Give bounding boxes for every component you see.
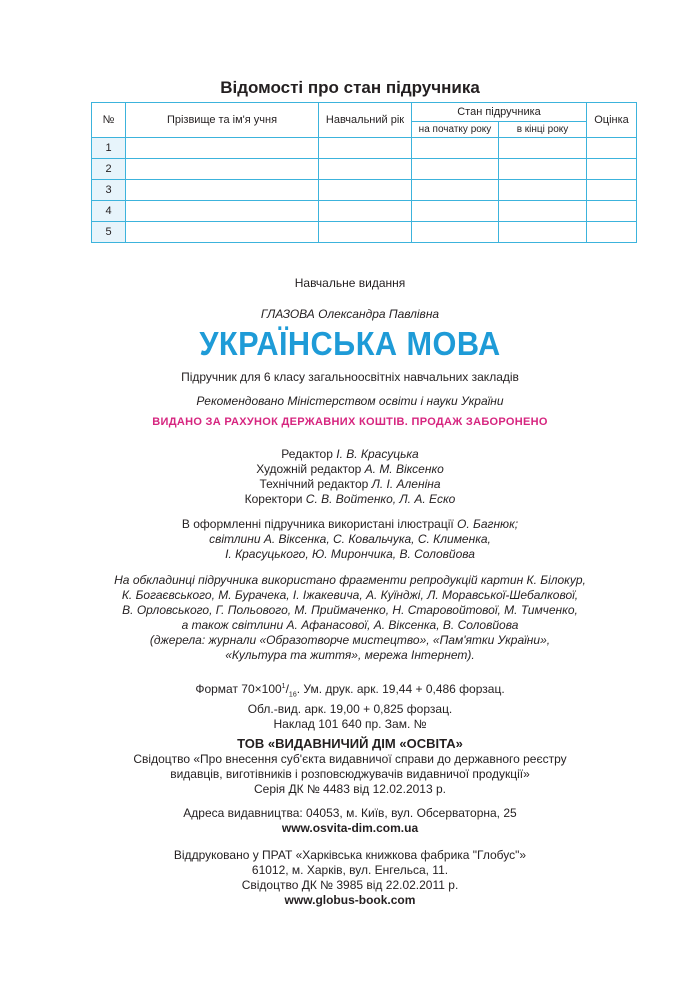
cover-line: На обкладинці підручника використано фрагменти репродукцій картин К. Білокур, — [114, 573, 586, 587]
cell-state-start — [412, 159, 499, 180]
cover-line: «Культура та життя», мережа Інтернет). — [225, 648, 475, 662]
credits-block — [0, 447, 700, 507]
cell-state-start — [412, 201, 499, 222]
header-grade: Оцінка — [587, 103, 637, 138]
printer-line: 61012, м. Харків, вул. Енгельса, 11. — [251, 863, 449, 877]
table-header-row — [92, 103, 637, 122]
header-year: Навчальний рік — [319, 103, 412, 138]
cell-year — [319, 222, 412, 243]
free-distribution-notice: ВИДАНО ЗА РАХУНОК ДЕРЖАВНИХ КОШТІВ. ПРОДАЖ ЗАБОРОНЕНО — [152, 416, 548, 428]
header-name: Прізвище та ім'я учня — [126, 103, 319, 138]
cover-line: а також світлини А. Афанасової, А. Віксенка, В. Соловйова — [181, 618, 519, 632]
cell-grade — [587, 159, 637, 180]
cell-name — [126, 222, 319, 243]
header-state-start: на початку року — [412, 122, 499, 138]
printer-site-link[interactable]: www.globus-book.com — [284, 893, 416, 907]
illustrations-line: І. Красуцького, Ю. Мирончика, В. Соловйова — [225, 547, 475, 561]
format-line: Формат $70\times 100^1/_{16}$. Ум. друк. арк. 19,44 + 0,486 форзац. — [195, 682, 505, 699]
cell-name — [126, 138, 319, 159]
format-block — [0, 679, 700, 732]
illustrations-line: світлини А. Віксенка, С. Ковальчука, С. Клименка, — [209, 532, 491, 546]
printer-line: Віддруковано у ПРАТ «Харківська книжкова фабрика "Глобус"» — [173, 848, 527, 862]
publisher-site-link[interactable]: www.osvita-dim.com.ua — [281, 821, 419, 835]
illustrations-block — [0, 517, 700, 562]
author: ГЛАЗОВА Олександра Павлівна — [260, 307, 440, 321]
illustrations-line: В оформленні підручника використані ілюстрації О. Багнюк; — [181, 517, 519, 531]
cell-year — [319, 138, 412, 159]
table-title: Відомості про стан підручника — [220, 78, 480, 97]
cell-state-end — [499, 138, 587, 159]
cell-state-end — [499, 201, 587, 222]
table-row — [92, 222, 637, 243]
subtitle: Підручник для 6 класу загальноосвітніх навчальних закладів — [181, 370, 519, 384]
cell-name — [126, 201, 319, 222]
cell-state-end — [499, 159, 587, 180]
format-line: Обл.-вид. арк. 19,00 + 0,825 форзац. — [247, 702, 453, 717]
edition-type: Навчальне видання — [294, 276, 406, 290]
cell-year — [319, 201, 412, 222]
cover-credits-block — [0, 573, 700, 663]
cell-state-start — [412, 138, 499, 159]
printer-line: Свідоцтво ДК № 3985 від 22.02.2011 р. — [241, 878, 459, 892]
table-row — [92, 180, 637, 201]
cell-state-end — [499, 180, 587, 201]
table-row — [92, 159, 637, 180]
cover-line: В. Орловського, Г. Польового, М. Приймаченко, Н. Старовойтової, М. Тимченко, — [122, 603, 578, 617]
textbook-condition-table — [91, 102, 637, 243]
cell-year — [319, 159, 412, 180]
row-number: 3 — [92, 180, 126, 201]
recommended: Рекомендовано Міністерством освіти і науки України — [196, 394, 504, 408]
cell-grade — [587, 201, 637, 222]
printer-block — [0, 848, 700, 908]
row-number: 1 — [92, 138, 126, 159]
header-state: Стан підручника — [412, 103, 587, 122]
table-row — [92, 138, 637, 159]
row-number: 5 — [92, 222, 126, 243]
cell-state-start — [412, 180, 499, 201]
cover-line: К. Богаєвського, М. Бурачека, І. Іжакевича, А. Куїнджі, Л. Моравської-Шебалкової, — [121, 588, 579, 602]
header-num: № — [92, 103, 126, 138]
certificate-line: Свідоцтво «Про внесення суб'єкта видавничої справи до державного реєстру — [133, 752, 567, 766]
credit-line: Технічний редактор Л. І. Аленіна — [259, 477, 441, 491]
cell-name — [126, 180, 319, 201]
certificate-line: Серія ДК № 4483 від 12.02.2013 р. — [254, 782, 446, 796]
format-line: Наклад 101 640 пр. Зам. № — [273, 717, 427, 732]
book-title: УКРАЇНСЬКА МОВА — [199, 325, 501, 362]
header-state-end: в кінці року — [499, 122, 587, 138]
credit-line: Редактор І. В. Красуцька — [281, 447, 419, 461]
publisher-certificate — [0, 752, 700, 797]
cell-grade — [587, 222, 637, 243]
cell-state-end — [499, 222, 587, 243]
cell-grade — [587, 138, 637, 159]
cell-year — [319, 180, 412, 201]
credit-line: Коректори С. В. Войтенко, Л. А. Еско — [244, 492, 456, 506]
publisher-name: ТОВ «ВИДАВНИЧИЙ ДІМ «ОСВІТА» — [237, 736, 463, 751]
publisher-address-block — [0, 806, 700, 836]
certificate-line: видавців, виготівників і розповсюджувачів видавничої продукції» — [170, 767, 530, 781]
cover-line: (джерела: журнали «Образотворче мистецтво», «Пам'ятки України», — [149, 633, 551, 647]
publisher-address: Адреса видавництва: 04053, м. Київ, вул. Обсерваторна, 25 — [183, 806, 517, 820]
credit-line: Художній редактор А. М. Віксенко — [256, 462, 444, 476]
cell-state-start — [412, 222, 499, 243]
table-row — [92, 201, 637, 222]
cell-grade — [587, 180, 637, 201]
row-number: 2 — [92, 159, 126, 180]
cell-name — [126, 159, 319, 180]
row-number: 4 — [92, 201, 126, 222]
